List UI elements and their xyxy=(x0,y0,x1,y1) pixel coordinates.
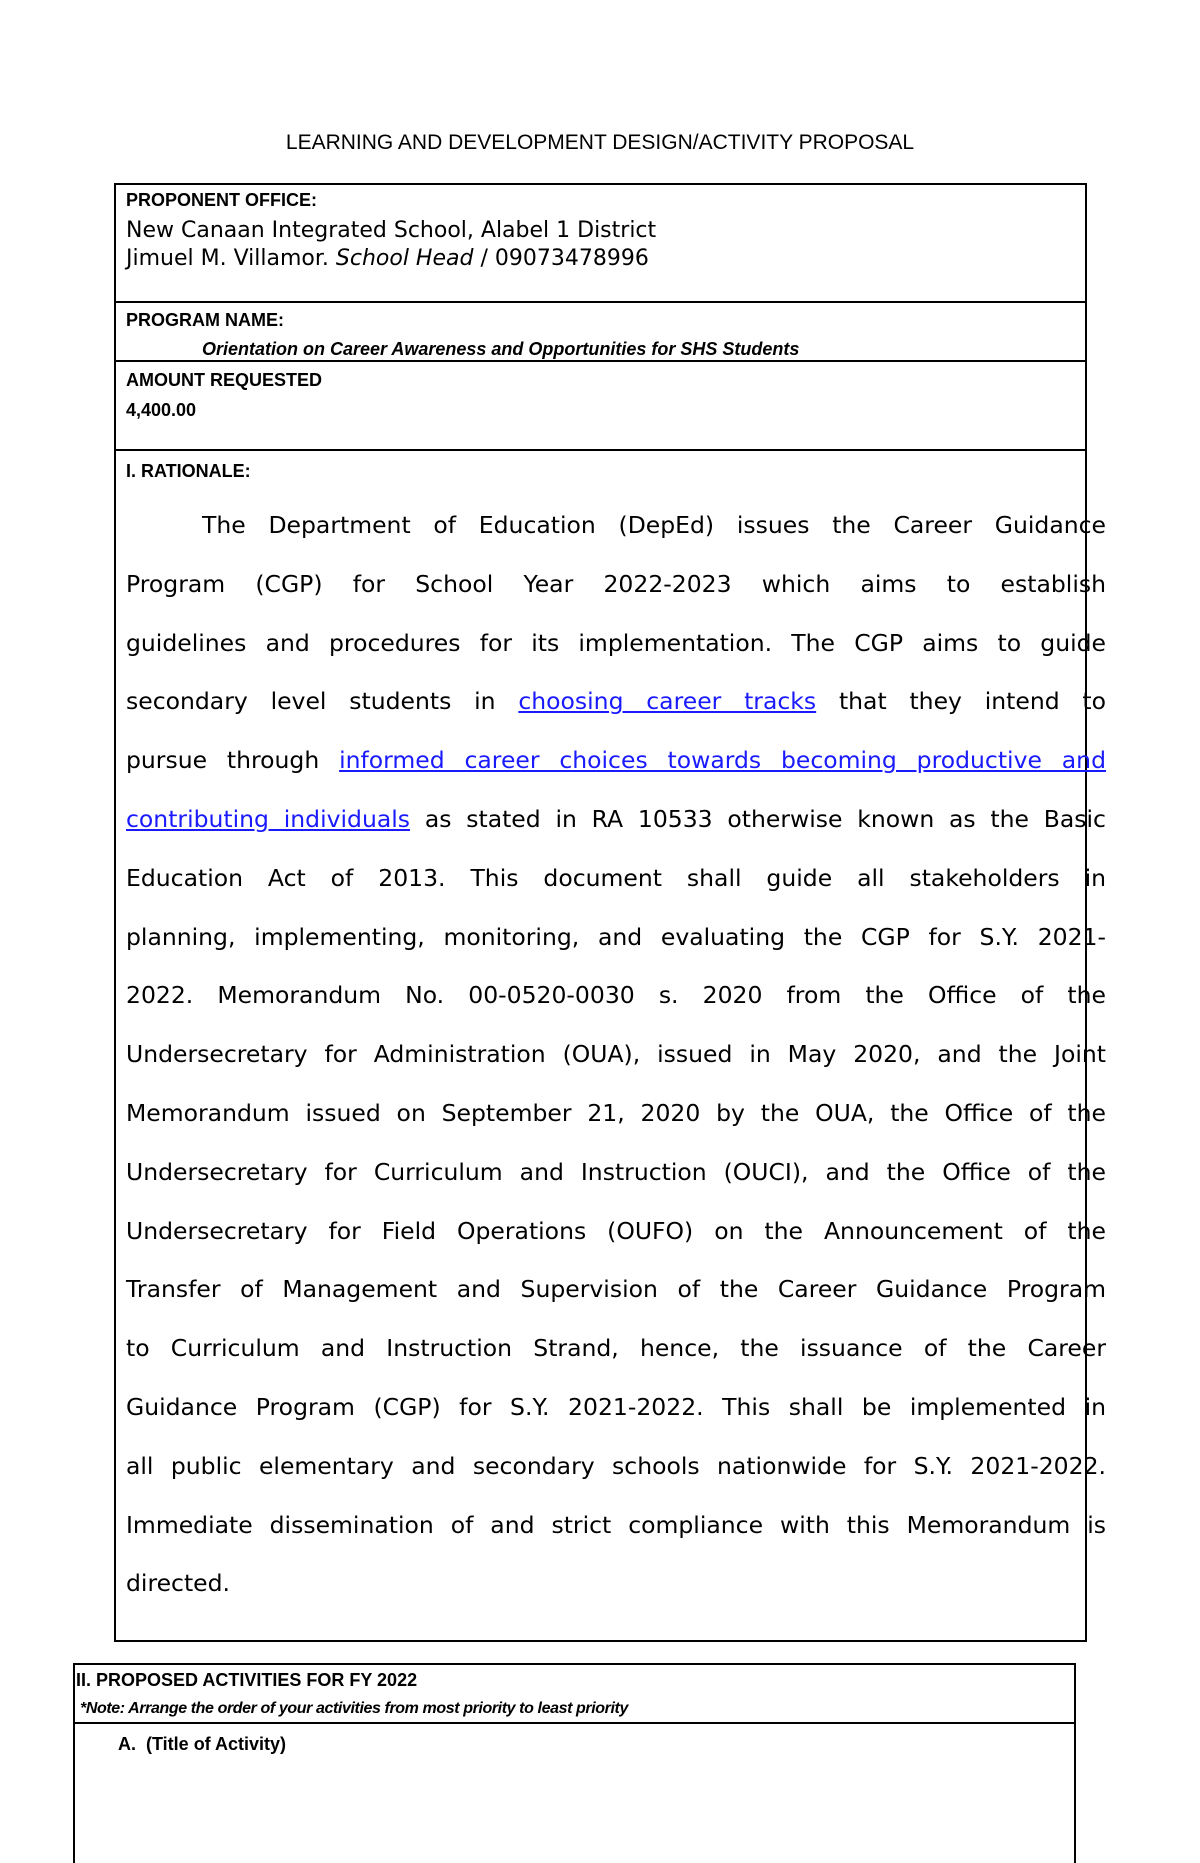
rationale-line: all public elementary and secondary schools nationwide for S.Y. 2021-2022. xyxy=(126,1451,1106,1480)
rationale-line xyxy=(126,672,1106,731)
rationale-label: I. RATIONALE: xyxy=(126,461,251,481)
activity-item xyxy=(118,1734,286,1755)
contributing-individuals-link[interactable]: contributing individuals xyxy=(126,804,411,833)
rationale-line: Undersecretary for Curriculum and Instruction (OUCI), and the Office of the xyxy=(126,1157,1106,1186)
school-head-line xyxy=(126,246,649,271)
rationale-line: planning, implementing, monitoring, and evaluating the CGP for S.Y. 2021- xyxy=(126,922,1106,951)
rationale-line: Undersecretary for Administration (OUA), issued in May 2020, and the Joint xyxy=(126,1040,1106,1069)
activity-marker: A. xyxy=(118,1734,136,1754)
document-title: LEARNING AND DEVELOPMENT DESIGN/ACTIVITY PROPOSAL xyxy=(285,131,915,154)
rationale-line: Undersecretary for Field Operations (OUFO) on the Announcement of the xyxy=(126,1216,1106,1245)
rationale-text: that they intend to xyxy=(838,687,1107,716)
activity-title: (Title of Activity) xyxy=(146,1734,287,1754)
informed-career-choices-link[interactable]: informed career choices towards becoming productive and xyxy=(339,746,1106,775)
amount-requested-label: AMOUNT REQUESTED xyxy=(126,370,323,390)
rationale-text: as stated in RA 10533 otherwise known as the Basic xyxy=(424,804,1106,833)
program-name-label: PROGRAM NAME: xyxy=(126,310,284,330)
amount-requested-value: 4,400.00 xyxy=(126,400,197,420)
rationale-line: directed. xyxy=(126,1569,231,1598)
rationale-line: 2022. Memorandum No. 00-0520-0030 s. 2020 from the Office of the xyxy=(126,981,1106,1010)
rationale-line: guidelines and procedures for its implementation. The CGP aims to guide xyxy=(126,628,1106,657)
rationale-line: to Curriculum and Instruction Strand, hence, the issuance of the Career xyxy=(126,1334,1106,1363)
school-head-role: School Head xyxy=(335,246,474,271)
rationale-line: Immediate dissemination of and strict compliance with this Memorandum is xyxy=(126,1510,1106,1539)
rationale-line: Program (CGP) for School Year 2022-2023 which aims to establish xyxy=(126,569,1106,598)
proponent-office-label: PROPONENT OFFICE: xyxy=(126,190,318,210)
row-divider xyxy=(73,1722,1076,1724)
rationale-line: Guidance Program (CGP) for S.Y. 2021-2022. This shall be implemented in xyxy=(126,1392,1106,1421)
row-divider xyxy=(114,301,1087,303)
school-head-name: Jimuel M. Villamor. xyxy=(126,246,329,271)
proponent-office-value: New Canaan Integrated School, Alabel 1 District xyxy=(126,218,657,243)
activities-label: II. PROPOSED ACTIVITIES FOR FY 2022 xyxy=(76,1670,418,1690)
program-name-value: Orientation on Career Awareness and Opportunities for SHS Students xyxy=(202,339,800,359)
activities-table xyxy=(73,1663,1076,1863)
rationale-paragraph xyxy=(126,496,1106,1613)
choosing-career-tracks-link[interactable]: choosing career tracks xyxy=(518,687,817,716)
rationale-text: secondary level students in xyxy=(126,687,496,716)
rationale-line: Transfer of Management and Supervision of the Career Guidance Program xyxy=(126,1275,1106,1304)
priority-note: *Note: Arrange the order of your activities from most priority to least priority xyxy=(80,1700,628,1717)
rationale-line: Memorandum issued on September 21, 2020 by the OUA, the Office of the xyxy=(126,1098,1106,1127)
rationale-line: Education Act of 2013. This document shall guide all stakeholders in xyxy=(126,863,1106,892)
rationale-text: pursue through xyxy=(126,746,320,775)
row-divider xyxy=(114,449,1087,451)
rationale-line xyxy=(126,731,1106,790)
rationale-line: The Department of Education (DepEd) issues the Career Guidance xyxy=(202,511,1106,539)
rationale-line xyxy=(126,790,1106,849)
school-head-contact: / 09073478996 xyxy=(480,246,649,271)
row-divider xyxy=(114,360,1087,362)
